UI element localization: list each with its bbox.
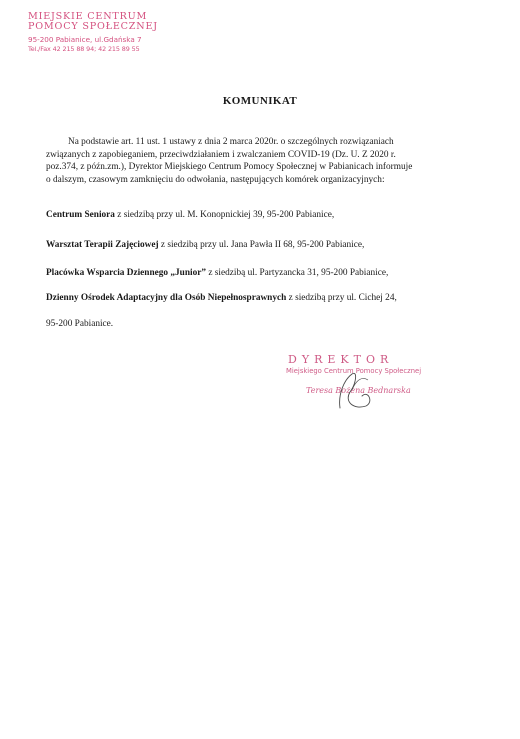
intro-line: poz.374, z późn.zm.), Dyrektor Miejskiego Centrum Pomocy Społecznej w Pabianicach informuje	[46, 162, 413, 173]
letterhead-phone: Tel./Fax 42 215 88 94; 42 215 89 55	[28, 44, 140, 53]
document-title: KOMUNIKAT	[222, 95, 298, 107]
unit-name: Warsztat Terapii Zajęciowej	[46, 240, 159, 250]
unit-entry	[46, 293, 486, 303]
letterhead-stamp	[28, 12, 198, 52]
unit-entry	[46, 240, 486, 250]
unit-details: z siedzibą przy ul. Cichej 24,	[286, 293, 397, 303]
unit-name: Centrum Seniora	[46, 210, 115, 220]
letterhead-address: 95-200 Pabianice, ul.Gdańska 7	[28, 35, 142, 45]
unit-details: z siedzibą przy ul. Jana Pawła II 68, 95-200 Pabianice,	[158, 240, 365, 250]
signature-name: Teresa Bożena Bednarska	[306, 386, 411, 395]
signature-heading: DYREKTOR	[288, 353, 394, 366]
letterhead-line2: POMOCY SPOŁECZNEJ	[28, 21, 158, 33]
handwritten-signature	[282, 350, 432, 430]
unit-entry	[46, 210, 486, 220]
unit-name: Placówka Wsparcia Dziennego „Junior”	[46, 268, 207, 278]
letterhead-line1: MIEJSKIE CENTRUM	[28, 11, 148, 22]
signature-stamp	[282, 350, 432, 430]
unit-details: z siedzibą ul. Partyzancka 31, 95-200 Pabianice,	[206, 268, 389, 278]
unit-name: Dzienny Ośrodek Adaptacyjny dla Osób Niepełnosprawnych	[46, 293, 287, 303]
intro-line: Na podstawie art. 11 ust. 1 ustawy z dnia 2 marca 2020r. o szczególnych rozwiązaniach	[68, 137, 394, 147]
intro-paragraph	[46, 136, 466, 186]
signature-subheading: Miejskiego Centrum Pomocy Społecznej	[286, 367, 422, 375]
unit-details: z siedzibą przy ul. M. Konopnickiej 39, 95-200 Pabianice,	[114, 210, 335, 220]
unit-entry	[46, 268, 486, 278]
intro-line: o dalszym, czasowym zamknięciu do odwołania, następujących komórek organizacyjnych:	[46, 174, 385, 185]
intro-line: związanych z zapobieganiem, przeciwdziałaniem i zwalczaniem COVID-19 (Dz. U. Z 2020 r.	[46, 149, 396, 160]
unit-continuation: 95-200 Pabianice.	[46, 319, 114, 329]
